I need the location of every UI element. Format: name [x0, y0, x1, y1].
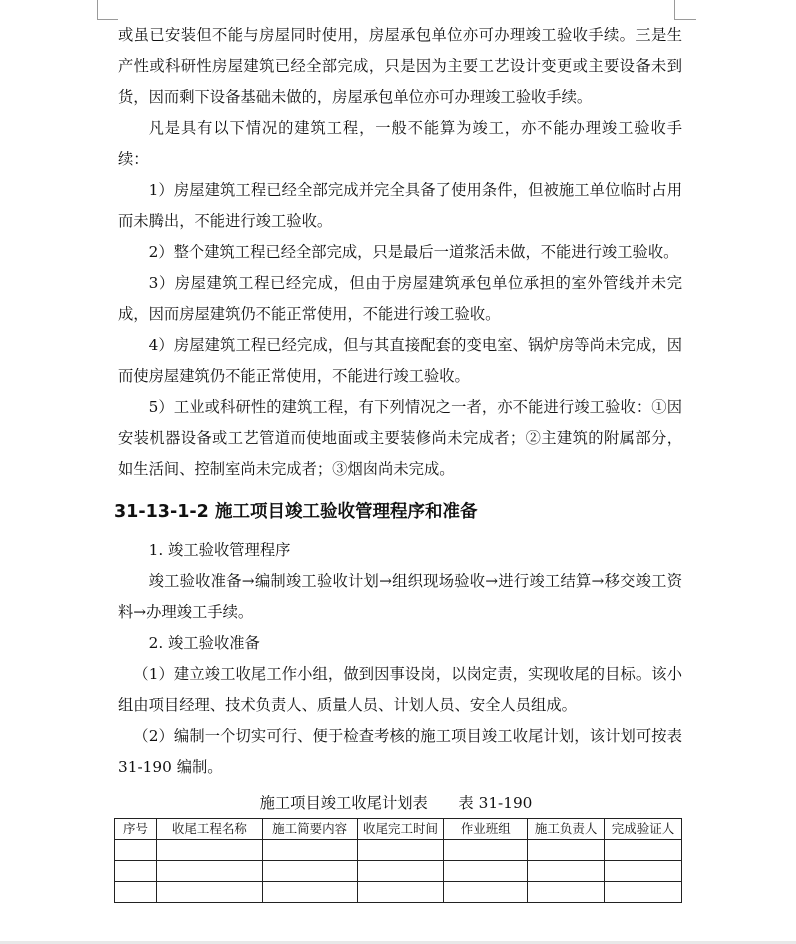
table-cell: [444, 882, 528, 903]
list-item: 2）整个建筑工程已经全部完成，只是最后一道浆活未做，不能进行竣工验收。: [148, 243, 679, 261]
column-header: 作业班组: [444, 819, 528, 840]
column-header: 施工负责人: [528, 819, 605, 840]
paragraph: 或虽已安装但不能与房屋同时使用，房屋承包单位亦可办理竣工验收手续。三是生产性或科研性房屋建筑已经全部完成，只是因为主要工艺设计变更或主要设备未到货，因而剩下设备基础未做的，房屋承包单位亦可办理竣工验收手续。: [118, 26, 682, 106]
paragraph: 凡是具有以下情况的建筑工程，一般不能算为竣工，亦不能办理竣工验收手续：: [118, 119, 682, 168]
table-cell: [605, 882, 682, 903]
table-caption: 施工项目竣工收尾计划表 表 31-190: [259, 794, 533, 812]
column-header: 序号: [115, 819, 157, 840]
table-cell: [156, 861, 262, 882]
table-cell: [115, 861, 157, 882]
table-cell: [262, 840, 357, 861]
column-header: 完成验证人: [605, 819, 682, 840]
table-cell: [528, 882, 605, 903]
table-cell: [357, 882, 444, 903]
table-cell: [357, 861, 444, 882]
crop-mark-left: [97, 0, 98, 20]
list-item: 5）工业或科研性的建筑工程，有下列情况之一者，亦不能进行竣工验收：①因安装机器设备或工艺管道而使地面或主要装修尚未完成者；②主建筑的附属部分，如生活间、控制室尚未完成者；③烟囱尚未完成。: [118, 398, 682, 478]
table-cell: [262, 882, 357, 903]
body-paragraphs-bottom: [118, 535, 682, 783]
table-cell: [156, 882, 262, 903]
table-cell: [156, 840, 262, 861]
document-page: [114, 20, 682, 903]
column-header: 施工简要内容: [262, 819, 357, 840]
column-header: 收尾工程名称: [156, 819, 262, 840]
table-cell: [605, 840, 682, 861]
table-cell: [115, 840, 157, 861]
list-item: 3）房屋建筑工程已经完成，但由于房屋建筑承包单位承担的室外管线并未完成，因而房屋建筑仍不能正常使用，不能进行竣工验收。: [118, 274, 682, 323]
table-row: [115, 861, 682, 882]
crop-mark-right: [674, 0, 675, 20]
section-heading: 31-13-1-2 施工项目竣工验收管理程序和准备: [114, 502, 478, 522]
table-cell: [444, 861, 528, 882]
table-cell: [115, 882, 157, 903]
table-cell: [528, 861, 605, 882]
table-cell: [528, 840, 605, 861]
table-row: [115, 840, 682, 861]
list-item: （2）编制一个切实可行、便于检查考核的施工项目竣工收尾计划，该计划可按表 31-190 编制。: [118, 727, 682, 776]
list-item: 1）房屋建筑工程已经全部完成并完全具备了使用条件，但被施工单位临时占用而未腾出，不能进行竣工验收。: [118, 181, 682, 230]
column-header: 收尾完工时间: [357, 819, 444, 840]
table-header-row: [115, 819, 682, 840]
subheading: 1. 竣工验收管理程序: [148, 541, 291, 559]
table-cell: [357, 840, 444, 861]
table-row: [115, 882, 682, 903]
crop-mark-left-h: [98, 19, 118, 20]
table-cell: [262, 861, 357, 882]
body-paragraphs-top: [118, 20, 682, 485]
paragraph: 竣工验收准备→编制竣工验收计划→组织现场验收→进行竣工结算→移交竣工资料→办理竣工手续。: [118, 572, 682, 621]
plan-table: [114, 818, 682, 903]
list-item: （1）建立竣工收尾工作小组，做到因事设岗，以岗定责，实现收尾的目标。该小组由项目经理、技术负责人、质量人员、计划人员、安全人员组成。: [118, 665, 682, 714]
table-cell: [444, 840, 528, 861]
table-cell: [605, 861, 682, 882]
list-item: 4）房屋建筑工程已经完成，但与其直接配套的变电室、锅炉房等尚未完成，因而使房屋建筑仍不能正常使用，不能进行竣工验收。: [118, 336, 682, 385]
subheading: 2. 竣工验收准备: [148, 634, 260, 652]
